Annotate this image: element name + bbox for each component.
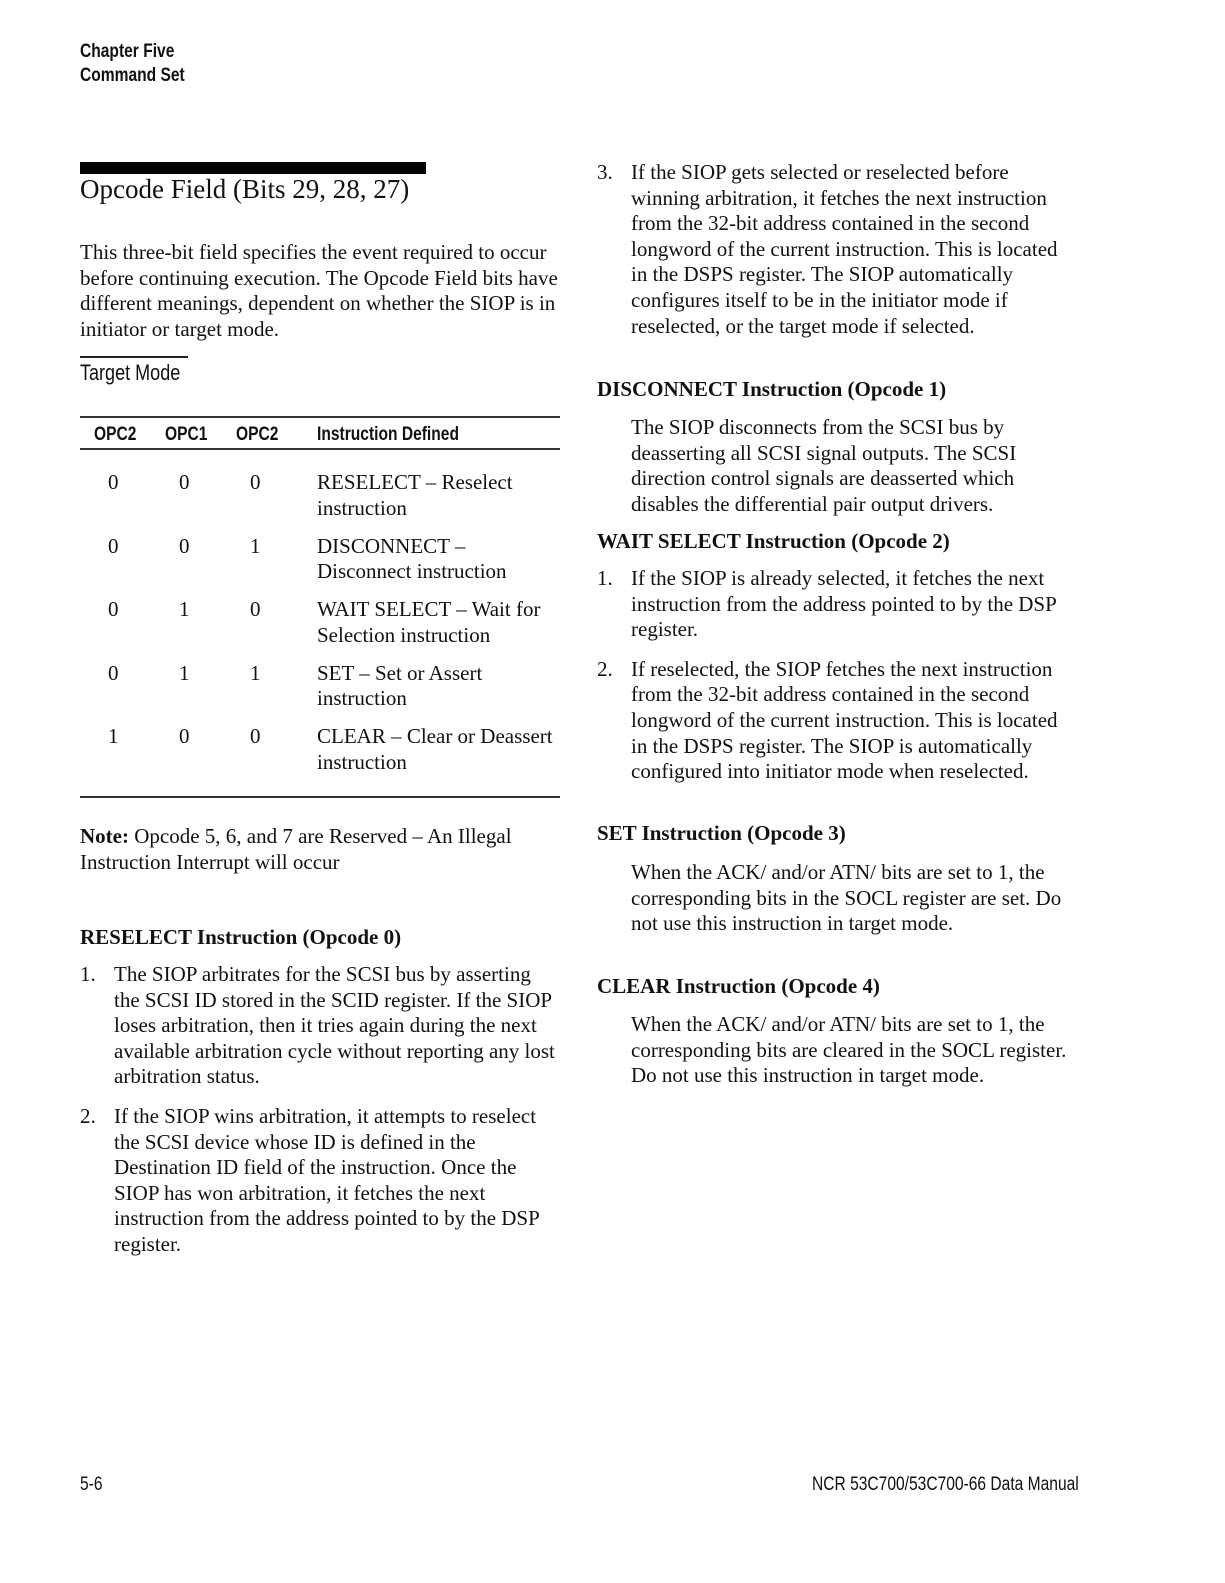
item-number: 3. — [597, 160, 613, 184]
table-cell: 1 — [108, 724, 119, 748]
table-cell: 0 — [179, 533, 190, 558]
item-text: If reselected, the SIOP fetches the next instruction from the 32-bit address contained in the second longword of the current instruction. This is located in the DSPS register. The SIOP is automatically configured into initiator mode when reselected. — [631, 656, 1058, 784]
item-number: 2. — [80, 1103, 96, 1128]
intro-paragraph: This three-bit field specifies the event required to occur before continuing execution. The Opcode Field bits have different meanings, dependent on whether the SIOP is in initiator or target mode. — [80, 240, 558, 341]
running-header — [80, 40, 185, 88]
table-cell-instruction: CLEAR – Clear or Deassert instruction — [317, 724, 553, 774]
table-cell-instruction: DISCONNECT – Disconnect instruction — [317, 533, 507, 584]
table-cell: 0 — [108, 533, 119, 558]
subheading: Target Mode — [80, 360, 181, 385]
set-heading: SET Instruction (Opcode 3) — [597, 821, 846, 845]
header-opc0: OPC2 — [236, 424, 279, 445]
table-cell: 0 — [250, 724, 261, 748]
table-cell: 1 — [179, 660, 190, 685]
clear-text: When the ACK/ and/or ATN/ bits are set to 1, the corresponding bits are cleared in the SOCL register. Do not use this instruction in target mode. — [631, 1012, 1067, 1088]
table-cell: 0 — [108, 597, 119, 621]
item-text: If the SIOP wins arbitration, it attempts to reselect the SCSI device whose ID is defined in the Destination ID field of the instruction. Once the SIOP has won arbitration, it fetches the next instruction from the address pointed to by the DSP register. — [114, 1103, 540, 1256]
list-item — [597, 657, 1077, 785]
item-text: The SIOP arbitrates for the SCSI bus by asserting the SCSI ID stored in the SCID register. If the SIOP loses arbitration, then it tries again during the next available arbitration cycle without reporting any lost arbitration status. — [114, 962, 555, 1089]
header-instruction: Instruction Defined — [317, 424, 459, 445]
list-item — [597, 160, 1077, 339]
set-text: When the ACK/ and/or ATN/ bits are set to 1, the corresponding bits in the SOCL register are set. Do not use this instruction in target mode. — [631, 860, 1062, 936]
subheading-rule — [80, 356, 188, 358]
list-item — [80, 962, 560, 1090]
item-text: If the SIOP is already selected, it fetches the next instruction from the address pointed to by the DSP register. — [631, 566, 1057, 642]
note-label: Note: — [80, 824, 129, 848]
reselect-heading: RESELECT Instruction (Opcode 0) — [80, 925, 402, 949]
disconnect-heading: DISCONNECT Instruction (Opcode 1) — [597, 377, 947, 401]
clear-heading: CLEAR Instruction (Opcode 4) — [597, 974, 880, 998]
table-cell: 0 — [179, 724, 190, 748]
chapter-label: Chapter Five — [80, 41, 175, 62]
table-cell-instruction: SET – Set or Assert instruction — [317, 660, 483, 711]
item-text: If the SIOP gets selected or reselected before winning arbitration, it fetches the next instruction from the 32-bit address contained in the second longword of the current instruction. This is located in the DSPS register. The SIOP automatically configures itself to be in the initiator mode if reselected, or the target mode if selected. — [631, 160, 1058, 338]
section-title: Opcode Field (Bits 29, 28, 27) — [80, 174, 410, 204]
table-header-rule — [80, 448, 560, 450]
table-cell: 1 — [179, 597, 190, 621]
list-item — [80, 1104, 560, 1258]
table-cell: 0 — [250, 470, 261, 494]
note-text: Opcode 5, 6, and 7 are Reserved – An Illegal Instruction Interrupt will occur — [80, 824, 512, 874]
note — [80, 824, 520, 875]
table-cell-instruction: RESELECT – Reselect instruction — [317, 470, 513, 520]
table-bottom-rule — [80, 796, 560, 798]
wait-select-heading: WAIT SELECT Instruction (Opcode 2) — [597, 529, 950, 553]
wait-select-list — [597, 566, 1077, 785]
page-number: 5-6 — [80, 1474, 103, 1495]
table-cell: 1 — [250, 533, 261, 558]
table-top-rule — [80, 416, 560, 418]
list-item — [597, 566, 1077, 643]
item-number: 1. — [80, 962, 96, 986]
reselect-item-3 — [597, 160, 1077, 339]
table-cell: 0 — [108, 660, 119, 685]
table-cell-instruction: WAIT SELECT – Wait for Selection instruction — [317, 597, 541, 647]
header-opc2: OPC2 — [94, 424, 137, 445]
item-number: 2. — [597, 656, 613, 681]
title-bar — [80, 162, 426, 174]
manual-title: NCR 53C700/53C700-66 Data Manual — [812, 1474, 1079, 1495]
disconnect-text: The SIOP disconnects from the SCSI bus by deasserting all SCSI signal outputs. The SCSI direction control signals are deasserted which disables the differential pair output drivers. — [631, 415, 1017, 516]
table-cell: 1 — [250, 660, 261, 685]
table-cell: 0 — [108, 470, 119, 494]
item-number: 1. — [597, 566, 613, 590]
reselect-list — [80, 962, 560, 1258]
section-label: Command Set — [80, 65, 185, 86]
header-opc1: OPC1 — [165, 424, 208, 445]
table-cell: 0 — [250, 597, 261, 621]
table-cell: 0 — [179, 470, 190, 494]
